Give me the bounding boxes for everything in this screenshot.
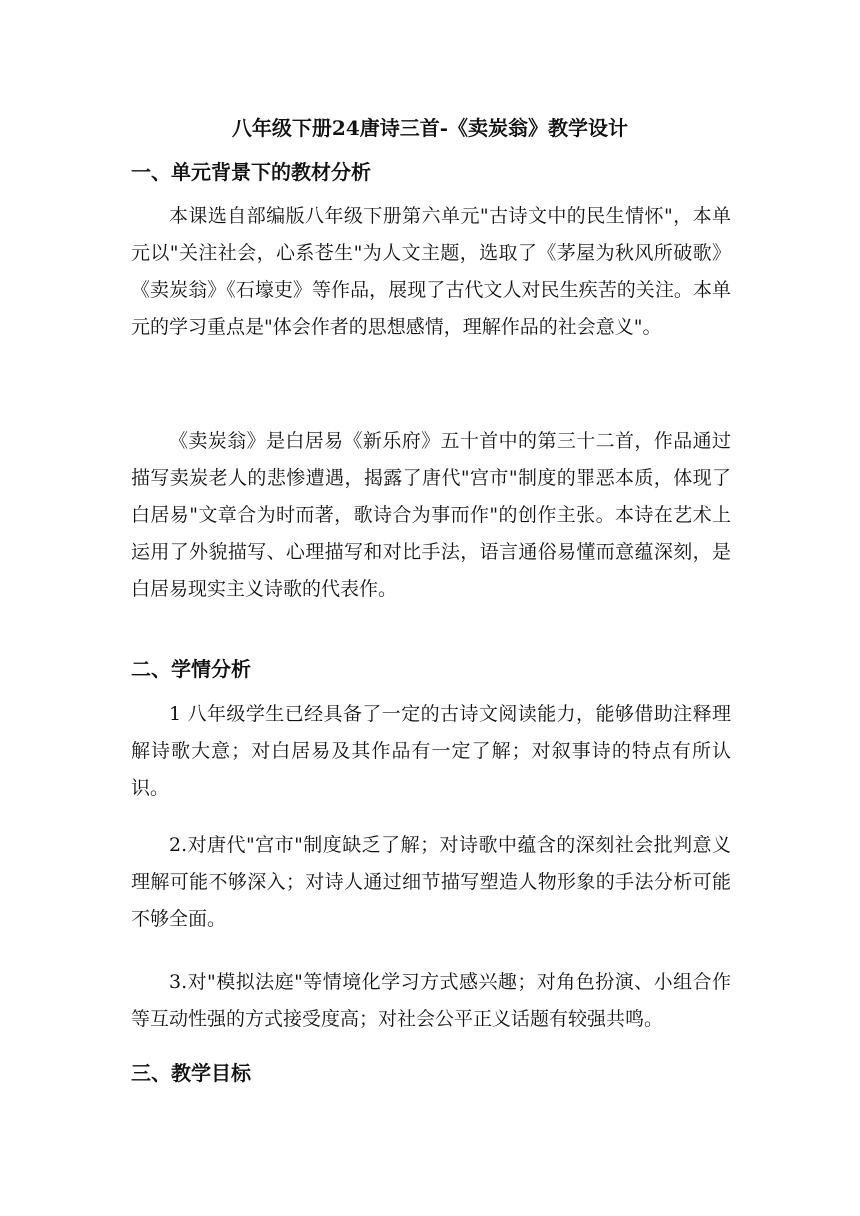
paragraph-poem-introduction: 《卖炭翁》是白居易《新乐府》五十首中的第三十二首，作品通过描写卖炭老人的悲惨遭遇，揭露了唐代"宫市"制度的罪恶本质，体现了白居易"文章合为时而著，歌诗合为事而作"的创作主张。本诗在艺术上运用了外貌描写、心理描写和对比手法，语言通俗易懂而意蕴深刻，是白居易现实主义诗歌的代表作。 [131, 430, 731, 600]
section-heading-learner-analysis: 二、学情分析 [131, 657, 251, 681]
paragraph-unit-background: 本课选自部编版八年级下册第六单元"古诗文中的民生情怀"，本单元以"关注社会，心系苍生"为人文主题，选取了《茅屋为秋风所破歌》《卖炭翁》《石壕吏》等作品，展现了古代文人对民生疾苦的关注。本单元的学习重点是"体会作者的思想感情，理解作品的社会意义"。 [131, 205, 731, 338]
document-title: 八年级下册24唐诗三首-《卖炭翁》教学设计 [231, 116, 629, 140]
paragraph-learner-point-2: 2.对唐代"宫市"制度缺乏了解；对诗歌中蕴含的深刻社会批判意义理解可能不够深入；对诗人通过细节描写塑造人物形象的手法分析可能不够全面。 [131, 834, 731, 930]
section-heading-textbook-analysis: 一、单元背景下的教材分析 [131, 160, 371, 184]
section-heading-teaching-goals: 三、教学目标 [131, 1061, 251, 1085]
paragraph-learner-point-1: 1 八年级学生已经具备了一定的古诗文阅读能力，能够借助注释理解诗歌大意；对白居易及其作品有一定了解；对叙事诗的特点有所认识。 [131, 703, 731, 799]
paragraph-learner-point-3: 3.对"模拟法庭"等情境化学习方式感兴趣；对角色扮演、小组合作等互动性强的方式接受度高；对社会公平正义话题有较强共鸣。 [131, 971, 731, 1030]
